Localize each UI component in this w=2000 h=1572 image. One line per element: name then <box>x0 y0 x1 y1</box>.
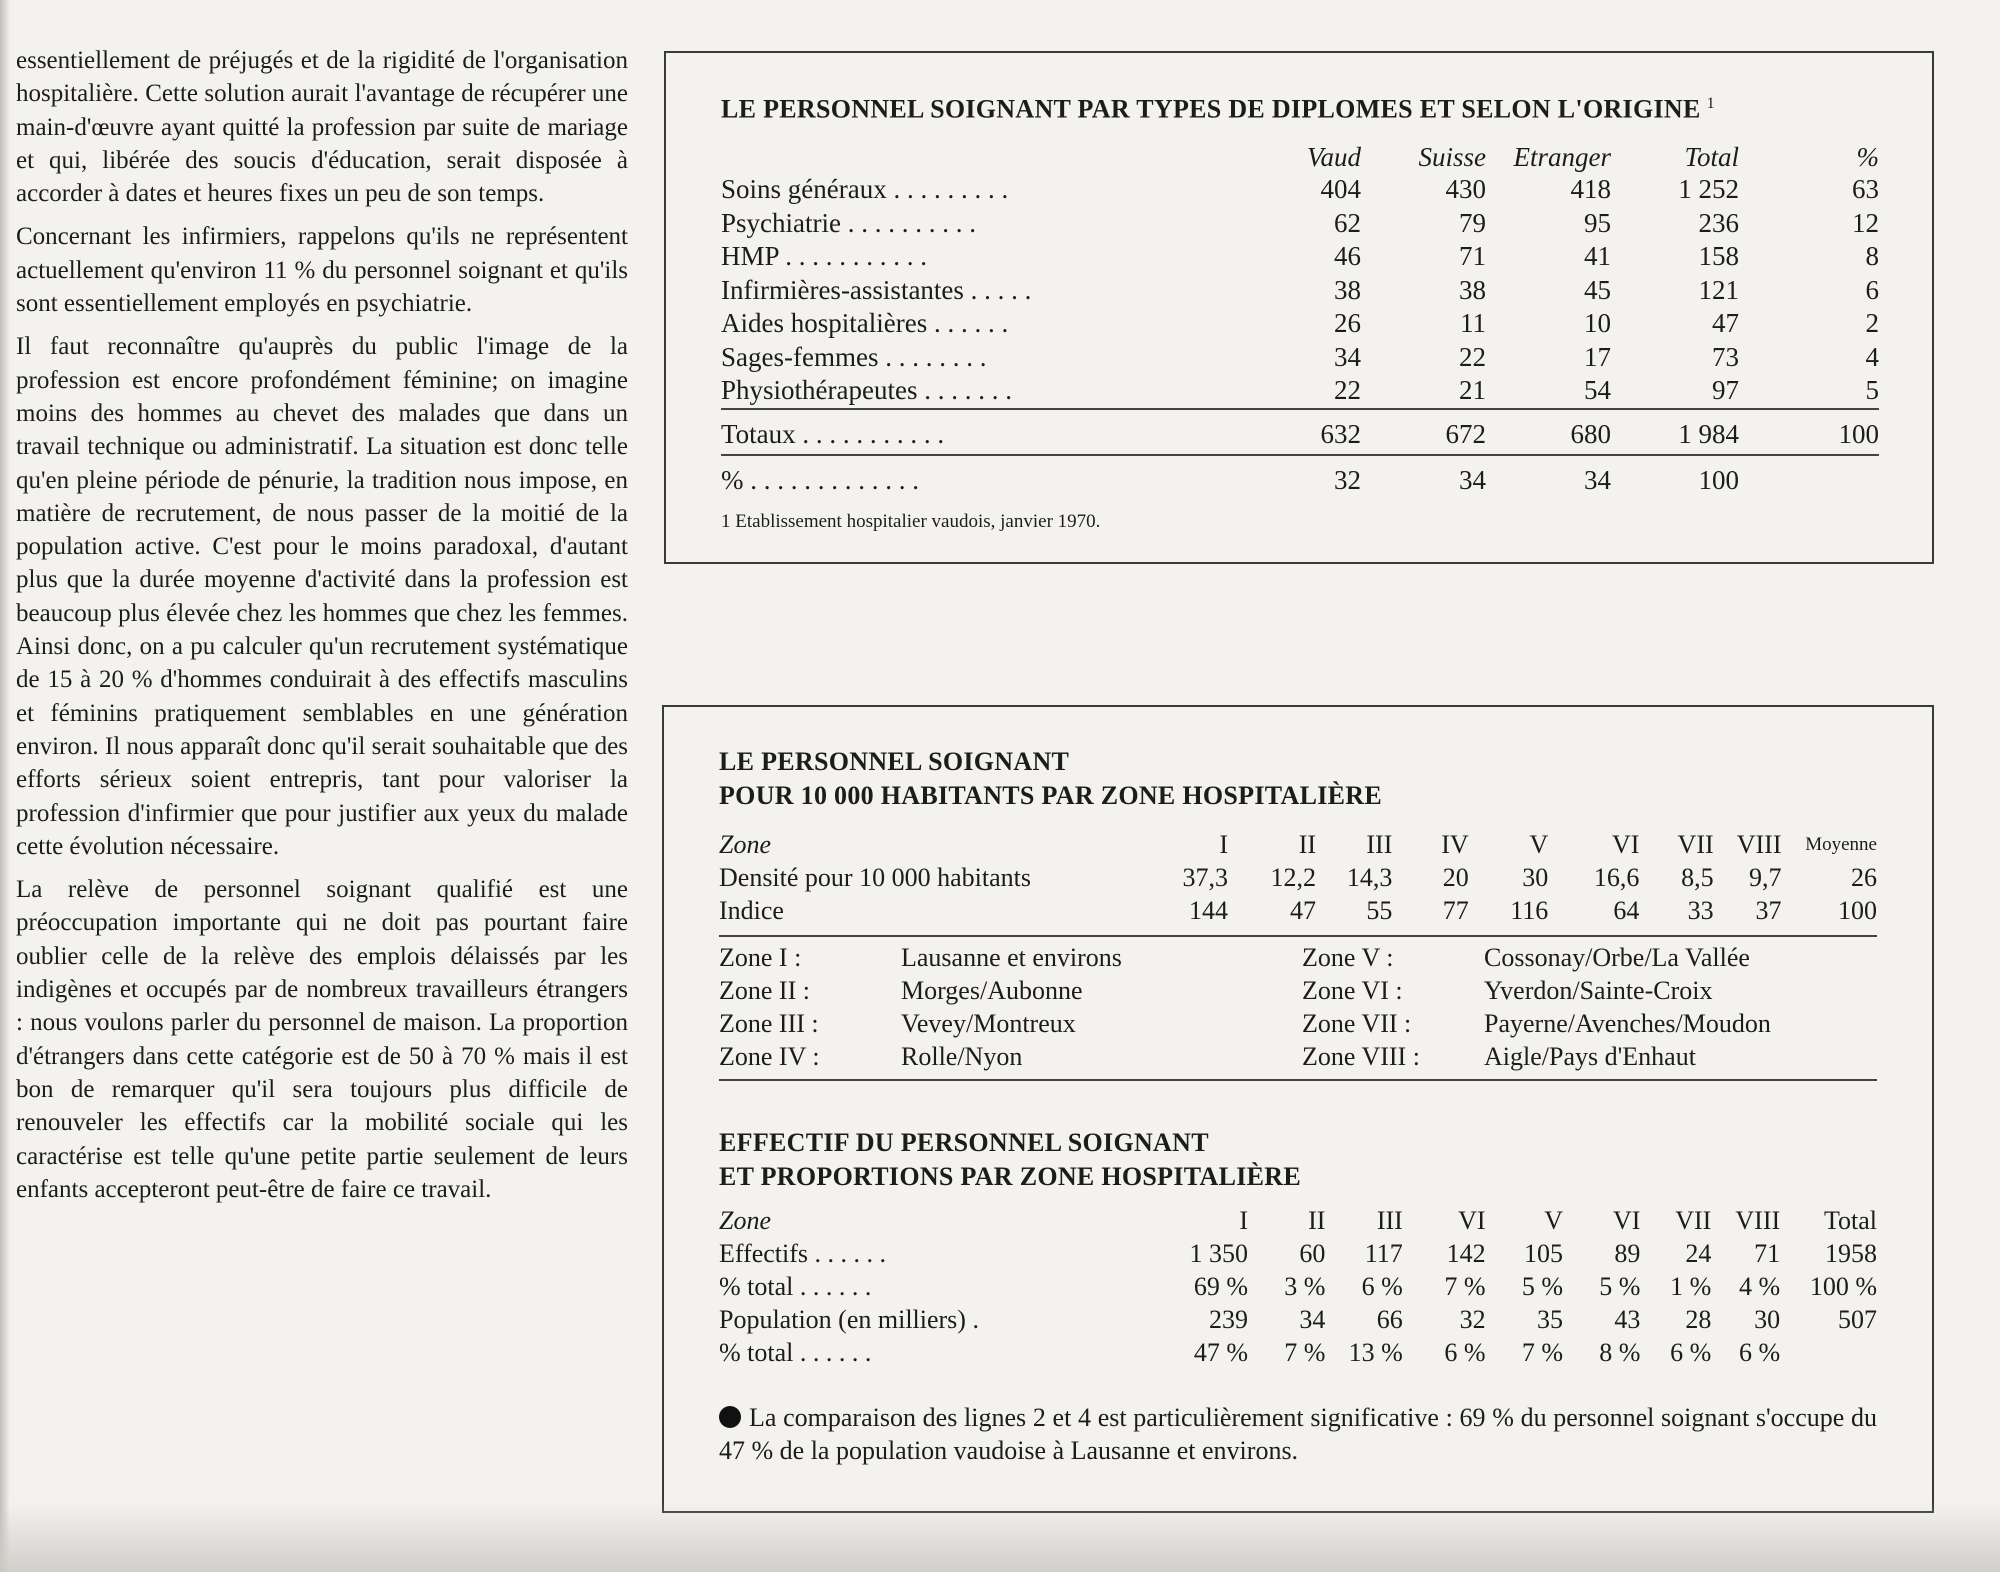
table-cell: 69 % <box>1193 1271 1248 1301</box>
column-header: Vaud <box>1307 142 1361 172</box>
footnote-marker: 1 <box>1706 95 1715 112</box>
zone-code: Zone VII : <box>1302 1009 1412 1038</box>
table-cell: 6 % <box>1670 1337 1712 1367</box>
paragraph: essentiellement de préjugés et de la rigidité de l'organisation hospitalière. Cette solution aurait l'avantage de récupérer une main-d'œuvre ayant quitté la profession par suite de mariage et qui, libérée des soucis d'éducation, serait disposée à accorder à dates et heures fixes un peu de son temps. <box>16 47 628 208</box>
table-row <box>719 1303 1877 1336</box>
zone-code: Zone V : <box>1302 943 1394 972</box>
table-cell: 105 <box>1523 1238 1563 1268</box>
body-text-column <box>16 44 628 1216</box>
diploma-origin-table <box>721 139 1879 500</box>
table-cell: 672 <box>1361 409 1486 455</box>
table-cell: 77 <box>1442 895 1469 925</box>
table-cell: 236 <box>1698 207 1739 238</box>
table-cell: 680 <box>1486 409 1611 455</box>
row-label: Psychiatrie . . . . . . . . . . <box>721 207 976 238</box>
table-title: LE PERSONNEL SOIGNANT PAR TYPES DE DIPLOMES ET SELON L'ORIGINE $^1$ <box>721 94 1715 124</box>
table-cell: 45 <box>1584 274 1611 305</box>
table-cell: 1 % <box>1670 1271 1712 1301</box>
column-header: Moyenne <box>1805 833 1877 855</box>
table-cell: 507 <box>1838 1304 1877 1334</box>
table-cell: 117 <box>1364 1238 1403 1268</box>
table-cell: 6 % <box>1738 1337 1781 1367</box>
table-cell: 21 <box>1459 375 1486 406</box>
column-header: I <box>1219 829 1228 859</box>
table-cell: 32 <box>1459 1304 1486 1334</box>
table-cell: 5 % <box>1599 1271 1641 1301</box>
zone-name: Morges/Aubonne <box>901 976 1083 1005</box>
table-row <box>719 861 1877 894</box>
table-row <box>721 307 1879 341</box>
column-header: V <box>1529 829 1549 859</box>
column-header: Total <box>1684 142 1739 172</box>
table-cell: 8,5 <box>1681 862 1714 892</box>
table-cell: 22 <box>1334 375 1361 406</box>
table-cell: 6 <box>1865 274 1879 305</box>
table-cell: 632 <box>1281 409 1361 455</box>
column-header: IV <box>1441 829 1469 859</box>
row-label: Physiothérapeutes . . . . . . . <box>721 375 1012 406</box>
table-cell: 97 <box>1712 375 1739 406</box>
zone-name: Payerne/Avenches/Moudon <box>1484 1009 1771 1038</box>
row-label: Effectifs . . . . . . <box>719 1238 887 1268</box>
table-cell: 10 <box>1584 308 1611 339</box>
table-cell: 100 <box>1838 895 1877 925</box>
table-cell: 100 <box>1739 409 1879 455</box>
zone-name: Yverdon/Sainte-Croix <box>1484 976 1713 1005</box>
row-label: Zone <box>719 829 771 859</box>
table-cell: 239 <box>1208 1304 1248 1334</box>
table-row <box>719 894 1877 927</box>
table-cell: 47 % <box>1193 1337 1248 1367</box>
table-row <box>721 455 1879 500</box>
table-cell: 62 <box>1334 207 1361 238</box>
table-cell: 7 % <box>1521 1337 1563 1367</box>
zone-legend-row <box>719 1007 1877 1040</box>
table-cell: 404 <box>1320 174 1361 205</box>
table-cell: 34 <box>1299 1304 1326 1334</box>
table-cell: 46 <box>1334 241 1361 272</box>
zone-legend-row <box>719 1040 1877 1073</box>
scan-shadow <box>0 1502 2000 1572</box>
zone-name: Cossonay/Orbe/La Vallée <box>1484 943 1750 972</box>
comparison-note: La comparaison des lignes 2 et 4 est particulièrement significative : 69 % du personnel soignant s'occupe du 47 % de la population vaudoise à Lausanne et environs. <box>719 1403 1877 1465</box>
table-cell: 5 % <box>1521 1271 1563 1301</box>
column-header: VI <box>1458 1205 1486 1235</box>
column-header: Total <box>1823 1205 1877 1235</box>
table-cell: 63 <box>1852 174 1879 205</box>
table-cell: 47 <box>1712 308 1739 339</box>
table-cell: 54 <box>1584 375 1611 406</box>
column-header: VIII <box>1735 1205 1781 1235</box>
table-cell: 71 <box>1754 1238 1781 1268</box>
table-title: EFFECTIF DU PERSONNEL SOIGNANT ET PROPORTIONS PAR ZONE HOSPITALIÈRE <box>719 1128 1301 1191</box>
table-footnote: 1 Etablissement hospitalier vaudois, janvier 1970. <box>721 511 1101 532</box>
row-label: % total . . . . . . <box>719 1337 872 1367</box>
table-cell: 28 <box>1685 1304 1712 1334</box>
page-edge-shadow <box>0 0 10 1572</box>
table-row <box>721 207 1879 241</box>
table-cell: 7 % <box>1284 1337 1326 1367</box>
zone-legend-row <box>719 941 1877 974</box>
table-cell: 22 <box>1459 341 1486 372</box>
table-cell: 5 <box>1865 375 1879 406</box>
table-cell: 34 <box>1361 455 1486 500</box>
row-label: Infirmières-assistantes . . . . . <box>721 274 1032 305</box>
column-header: III <box>1366 829 1393 859</box>
staff-proportion-table <box>719 1204 1877 1369</box>
zone-name: Aigle/Pays d'Enhaut <box>1484 1042 1696 1071</box>
table-cell: 34 <box>1486 455 1611 500</box>
zone-name: Rolle/Nyon <box>901 1042 1023 1071</box>
zone-code: Zone II : <box>719 976 810 1005</box>
density-table <box>719 828 1877 927</box>
table-cell: 37,3 <box>1182 862 1228 892</box>
bullet-icon <box>719 1406 741 1428</box>
table-cell: 24 <box>1685 1238 1712 1268</box>
table-cell: 26 <box>1851 862 1877 892</box>
table-cell: 1958 <box>1825 1238 1877 1268</box>
diploma-origin-table-box <box>664 51 1934 564</box>
table-cell: 1 252 <box>1678 174 1739 205</box>
table-cell: 33 <box>1687 895 1714 925</box>
table-cell: 13 % <box>1348 1337 1403 1367</box>
row-label: Sages-femmes . . . . . . . . <box>721 341 987 372</box>
table-cell: 12,2 <box>1270 862 1317 892</box>
paragraph: Concernant les infirmiers, rappelons qu'ils ne représentent actuellement qu'environ 11 % du personnel soignant et qu'ils sont essentiellement employés en psychiatrie. <box>16 223 628 318</box>
paragraph: Il faut reconnaître qu'auprès du public l'image de la profession est encore profondément féminine; on imagine moins des hommes au chevet des malades que dans un travail technique ou administratif. La situation est donc telle qu'en pleine période de pénurie, la tradition nous impose, en matière de recrutement, de nous passer de la moitié de la population active. C'est pour le moins paradoxal, d'autant plus que la durée moyenne d'activité dans la profession est beaucoup plus élevée chez les hommes que chez les femmes. Ainsi donc, on a pu calculer qu'un recrutement systématique de 15 à 20 % d'hommes conduirait à des effectifs masculins et féminins pratiquement semblables en une génération environ. Il nous apparaît donc qu'il serait souhaitable que des efforts sérieux soient entrepris, tant pour valoriser la profession d'infirmier que pour justifier aux yeux du malade cette évolution nécessaire. <box>16 333 628 860</box>
table-cell: 12 <box>1852 207 1879 238</box>
column-header: VIII <box>1736 829 1782 859</box>
row-label: Aides hospitalières . . . . . . <box>721 308 1009 339</box>
zone-code: Zone I : <box>719 943 802 972</box>
table-cell: 64 <box>1613 895 1640 925</box>
table-row <box>721 374 1879 409</box>
table-cell: 3 % <box>1284 1271 1326 1301</box>
zone-name: Vevey/Montreux <box>901 1009 1076 1038</box>
column-header: % <box>1856 142 1879 172</box>
table-cell: 116 <box>1510 895 1549 925</box>
table-cell: 34 <box>1334 341 1361 372</box>
table-cell: 37 <box>1755 895 1782 925</box>
zone-code: Zone VIII : <box>1302 1042 1420 1071</box>
table-cell: 2 <box>1865 308 1879 339</box>
table-cell: 47 <box>1290 895 1317 925</box>
zone-code: Zone IV : <box>719 1042 820 1071</box>
zone-legend <box>719 935 1877 1081</box>
row-label: Indice <box>719 895 784 925</box>
zone-code: Zone III : <box>719 1009 819 1038</box>
table-cell: 43 <box>1614 1304 1641 1334</box>
table-cell: 7 % <box>1444 1271 1486 1301</box>
table-header-row <box>721 139 1879 173</box>
row-label: % total . . . . . . <box>719 1271 872 1301</box>
table-title: LE PERSONNEL SOIGNANT POUR 10 000 HABITANTS PAR ZONE HOSPITALIÈRE <box>719 747 1382 810</box>
table-cell: 89 <box>1614 1238 1641 1268</box>
table-cell: 41 <box>1584 241 1611 272</box>
zone-tables-box <box>662 705 1934 1513</box>
table-row <box>721 274 1879 308</box>
table-cell: 17 <box>1584 341 1611 372</box>
row-label: Population (en milliers) . <box>719 1304 979 1334</box>
table-row <box>721 173 1879 207</box>
column-header: VI <box>1611 829 1640 859</box>
column-header: Etranger <box>1513 142 1611 172</box>
column-header: III <box>1376 1205 1403 1235</box>
table-cell: 100 <box>1611 455 1739 500</box>
column-header: II <box>1298 829 1317 859</box>
table-cell: 38 <box>1459 274 1486 305</box>
table-cell: 11 <box>1460 308 1486 339</box>
row-label: Totaux . . . . . . . . . . . <box>721 409 1281 455</box>
column-header: Suisse <box>1418 142 1486 172</box>
table-cell: 144 <box>1189 895 1228 925</box>
column-header: VII <box>1675 1205 1712 1235</box>
table-cell <box>1780 1336 1877 1369</box>
table-cell: 8 % <box>1599 1337 1641 1367</box>
table-row <box>719 1336 1877 1369</box>
table-row <box>721 409 1879 455</box>
table-row <box>719 1270 1877 1303</box>
zone-name: Lausanne et environs <box>901 943 1122 972</box>
table-cell: 1 350 <box>1189 1238 1248 1268</box>
column-header: II <box>1308 1205 1326 1235</box>
row-label: HMP . . . . . . . . . . . <box>721 241 928 272</box>
table-cell: 16,6 <box>1593 862 1640 892</box>
table-cell: 55 <box>1366 895 1393 925</box>
zone-legend-row <box>719 974 1877 1007</box>
table-cell: 38 <box>1334 274 1361 305</box>
table-cell: 142 <box>1446 1238 1486 1268</box>
table-cell: 6 % <box>1444 1337 1486 1367</box>
table-cell: 430 <box>1445 174 1486 205</box>
table-cell: 79 <box>1459 207 1486 238</box>
table-cell: 4 % <box>1738 1271 1781 1301</box>
row-label: Zone <box>719 1205 771 1235</box>
table-cell: 60 <box>1299 1238 1326 1268</box>
table-cell: 1 984 <box>1611 409 1739 455</box>
column-header: I <box>1239 1205 1248 1235</box>
table-cell: 121 <box>1698 274 1739 305</box>
table-cell: 30 <box>1522 862 1549 892</box>
table-cell: 158 <box>1698 241 1739 272</box>
table-cell: 4 <box>1865 341 1879 372</box>
table-cell: 8 <box>1865 241 1879 272</box>
table-cell: 66 <box>1376 1304 1403 1334</box>
table-cell: 32 <box>1281 455 1361 500</box>
table-cell <box>1739 455 1879 500</box>
table-cell: 73 <box>1712 341 1739 372</box>
table-cell: 418 <box>1570 174 1611 205</box>
row-label: Densité pour 10 000 habitants <box>719 862 1031 892</box>
column-header: VII <box>1677 829 1714 859</box>
zone-code: Zone VI : <box>1302 976 1403 1005</box>
table-row <box>721 341 1879 375</box>
table-cell: 95 <box>1584 207 1611 238</box>
table-cell: 26 <box>1334 308 1361 339</box>
table-cell: 71 <box>1459 241 1486 272</box>
column-header: VI <box>1612 1205 1641 1235</box>
zone-header-row <box>719 1204 1877 1237</box>
table-row <box>719 1237 1877 1270</box>
table-cell: 9,7 <box>1749 862 1782 892</box>
table-cell: 6 % <box>1361 1271 1403 1301</box>
table-cell: 35 <box>1536 1304 1563 1334</box>
table-cell: 100 % <box>1809 1271 1877 1301</box>
table-row <box>721 240 1879 274</box>
table-cell: 30 <box>1754 1304 1781 1334</box>
zone-header-row <box>719 828 1877 861</box>
row-label: Soins généraux . . . . . . . . . <box>721 174 1009 205</box>
table-cell: 14,3 <box>1346 862 1393 892</box>
column-header: V <box>1544 1205 1563 1235</box>
paragraph: La relève de personnel soignant qualifié est une préoccupation importante qui ne doit pas pourtant faire oublier celle de la relève des emplois délaissés par les indigènes et occupés par de nombreux travailleurs étrangers : nous voulons parler du personnel de maison. La proportion d'étrangers dans cette catégorie est de 50 à 70 % mais il est bon de remarquer qu'il sera toujours plus difficile de renouveler les effectifs car la mobilité sociale qui les caractérise est telle qu'une petite partie seulement de leurs enfants accepteront peut-être de faire ce travail. <box>16 876 628 1203</box>
table-cell: 20 <box>1442 862 1469 892</box>
row-label: % . . . . . . . . . . . . . <box>721 455 1281 500</box>
